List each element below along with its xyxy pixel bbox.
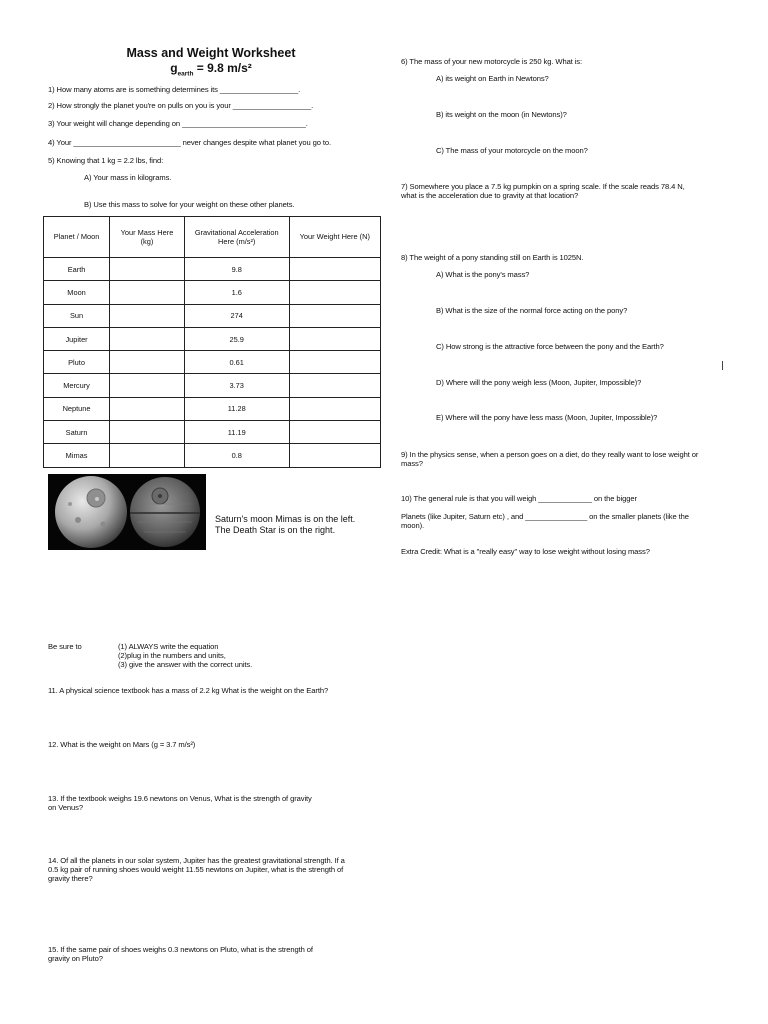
table-row [44, 421, 381, 444]
planet-cell: Sun [44, 304, 110, 327]
question-15-line-1: 15. If the same pair of shoes weighs 0.3 newtons on Pluto, what is the strength of [48, 945, 313, 954]
be-sure-item-3: (3) give the answer with the correct units. [118, 660, 253, 669]
table-row [44, 444, 381, 467]
question-5: 5) Knowing that 1 kg = 2.2 lbs, find: [48, 156, 164, 165]
question-9-line-1: 9) In the physics sense, when a person goes on a diet, do they really want to lose weight or [401, 450, 699, 459]
planet-cell: Pluto [44, 351, 110, 374]
question-10-line-1: 10) The general rule is that you will weigh _____________ on the bigger [401, 494, 637, 503]
question-10-line-3: moon). [401, 521, 425, 530]
question-14-line-2: 0.5 kg pair of running shoes would weight 11.55 newtons on Jupiter, what is the strength of [48, 865, 344, 874]
death-star [130, 477, 200, 547]
mass-cell[interactable] [110, 351, 185, 374]
planet-cell: Mercury [44, 374, 110, 397]
question-8: 8) The weight of a pony standing still on Earth is 1025N. [401, 253, 584, 262]
weight-cell[interactable] [289, 421, 380, 444]
planet-cell: Mimas [44, 444, 110, 467]
planet-cell: Moon [44, 281, 110, 304]
planet-weight-table [43, 216, 381, 468]
question-5a: A) Your mass in kilograms. [84, 173, 172, 182]
question-3: 3) Your weight will change depending on ______________________________. [48, 119, 308, 128]
gravity-cell: 9.8 [184, 258, 289, 281]
gravity-cell: 274 [184, 304, 289, 327]
mass-cell[interactable] [110, 397, 185, 420]
planet-cell: Neptune [44, 397, 110, 420]
table-row [44, 374, 381, 397]
header-weight: Your Weight Here (N) [289, 217, 380, 258]
formula-g: g [170, 61, 178, 75]
mimas-moon [55, 476, 127, 548]
weight-cell[interactable] [289, 351, 380, 374]
formula-subscript: earth [177, 70, 194, 78]
table-row [44, 397, 381, 420]
weight-cell[interactable] [289, 258, 380, 281]
gravity-cell: 11.19 [184, 421, 289, 444]
planet-cell: Saturn [44, 421, 110, 444]
question-9-line-2: mass? [401, 459, 423, 468]
question-13-line-1: 13. If the textbook weighs 19.6 newtons on Venus, What is the strength of gravity [48, 794, 312, 803]
table-row [44, 327, 381, 350]
weight-cell[interactable] [289, 304, 380, 327]
question-5b: B) Use this mass to solve for your weight on these other planets. [84, 200, 295, 209]
question-6b: B) its weight on the moon (in Newtons)? [436, 110, 567, 119]
question-14-line-1: 14. Of all the planets in our solar system, Jupiter has the greatest gravitational strength. If a [48, 856, 345, 865]
weight-cell[interactable] [289, 444, 380, 467]
question-12: 12. What is the weight on Mars (g = 3.7 m/s²) [48, 740, 196, 749]
mass-cell[interactable] [110, 258, 185, 281]
mass-cell[interactable] [110, 444, 185, 467]
gravity-cell: 0.61 [184, 351, 289, 374]
mimas-deathstar-image [48, 474, 206, 550]
table-row [44, 351, 381, 374]
question-6: 6) The mass of your new motorcycle is 250 kg. What is: [401, 57, 582, 66]
weight-cell[interactable] [289, 327, 380, 350]
be-sure-item-1: (1) ALWAYS write the equation [118, 642, 219, 651]
question-8b: B) What is the size of the normal force acting on the pony? [436, 306, 628, 315]
mass-cell[interactable] [110, 281, 185, 304]
worksheet-title: Mass and Weight Worksheet [126, 46, 296, 60]
question-14-line-3: gravity there? [48, 874, 93, 883]
text-cursor [722, 361, 723, 370]
question-7-line-2: what is the acceleration due to gravity at that location? [401, 191, 579, 200]
gravity-cell: 3.73 [184, 374, 289, 397]
weight-cell[interactable] [289, 374, 380, 397]
moon-comparison-graphic [48, 474, 206, 550]
question-6c: C) The mass of your motorcycle on the moon? [436, 146, 588, 155]
question-8e: E) Where will the pony have less mass (Moon, Jupiter, Impossible)? [436, 413, 658, 422]
question-7-line-1: 7) Somewhere you place a 7.5 kg pumpkin on a spring scale. If the scale reads 78.4 N, [401, 182, 685, 191]
caption-line-1: Saturn's moon Mimas is on the left. [215, 514, 356, 524]
mass-cell[interactable] [110, 421, 185, 444]
question-4: 4) Your __________________________ never changes despite what planet you go to. [48, 138, 332, 147]
question-13-line-2: on Venus? [48, 803, 83, 812]
question-2: 2) How strongly the planet you're on pulls on you is your ___________________. [48, 101, 314, 110]
table-header-row [44, 217, 381, 258]
mass-cell[interactable] [110, 304, 185, 327]
header-mass-text: Your Mass Here (kg) [120, 227, 174, 246]
weight-cell[interactable] [289, 397, 380, 420]
mass-cell[interactable] [110, 327, 185, 350]
question-6a: A) its weight on Earth in Newtons? [436, 74, 549, 83]
question-8d: D) Where will the pony weigh less (Moon, Jupiter, Impossible)? [436, 378, 642, 387]
formula-value: = 9.8 m/s² [193, 61, 252, 75]
table-row [44, 258, 381, 281]
gravity-cell: 25.9 [184, 327, 289, 350]
table-row [44, 281, 381, 304]
question-15-line-2: gravity on Pluto? [48, 954, 103, 963]
question-8a: A) What is the pony's mass? [436, 270, 530, 279]
mass-cell[interactable] [110, 374, 185, 397]
image-caption [215, 514, 355, 536]
planet-cell: Jupiter [44, 327, 110, 350]
question-11: 11. A physical science textbook has a mass of 2.2 kg What is the weight on the Earth? [48, 686, 329, 695]
header-mass [110, 217, 185, 258]
be-sure-item-2: (2)plug in the numbers and units, [118, 651, 226, 660]
question-1: 1) How many atoms are is something determines its ___________________. [48, 85, 301, 94]
question-10-line-2: Planets (like Jupiter, Saturn etc) , and _______________ on the smaller planets (like the [401, 512, 689, 521]
question-8c: C) How strong is the attractive force between the pony and the Earth? [436, 342, 664, 351]
table-row [44, 304, 381, 327]
header-gravity [184, 217, 289, 258]
be-sure-label: Be sure to [48, 642, 82, 651]
gravity-cell: 11.28 [184, 397, 289, 420]
header-planet: Planet / Moon [44, 217, 110, 258]
gravity-formula [48, 61, 374, 81]
weight-cell[interactable] [289, 281, 380, 304]
extra-credit: Extra Credit: What is a "really easy" way to lose weight without losing mass? [401, 547, 650, 556]
gravity-cell: 0.8 [184, 444, 289, 467]
caption-line-2: The Death Star is on the right. [215, 525, 336, 535]
gravity-cell: 1.6 [184, 281, 289, 304]
header-gravity-text: Gravitational Acceleration Here (m/s²) [194, 227, 279, 246]
planet-cell: Earth [44, 258, 110, 281]
